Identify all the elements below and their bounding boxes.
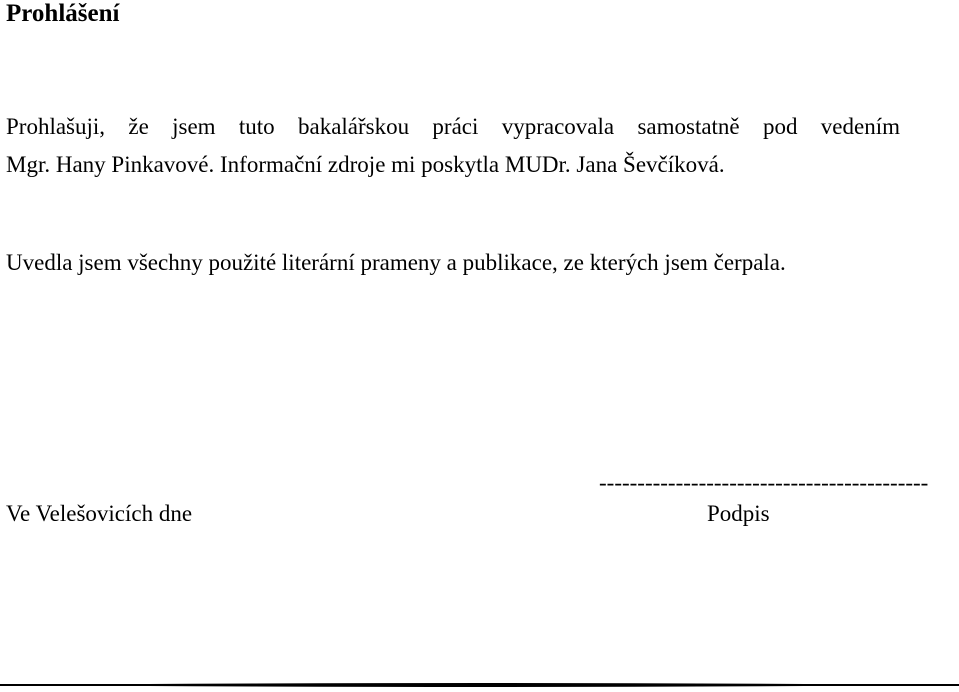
page-title: Prohlášení bbox=[6, 0, 120, 27]
declaration-paragraph bbox=[6, 108, 900, 184]
footer-rule bbox=[0, 682, 959, 688]
declaration-line-1: Prohlašuji, že jsem tuto bakalářskou práci vypracovala samostatně pod vedením bbox=[6, 114, 900, 139]
signature-label: Podpis bbox=[707, 501, 770, 526]
signature-line: ------------------------------------------- bbox=[599, 470, 929, 495]
sources-paragraph: Uvedla jsem všechny použité literární prameny a publikace, ze kterých jsem čerpala. bbox=[6, 250, 786, 275]
declaration-line-2: Mgr. Hany Pinkavové. Informační zdroje mi poskytla MUDr. Jana Ševčíková. bbox=[6, 152, 725, 177]
place-date-text: Ve Velešovicích dne bbox=[6, 501, 193, 526]
